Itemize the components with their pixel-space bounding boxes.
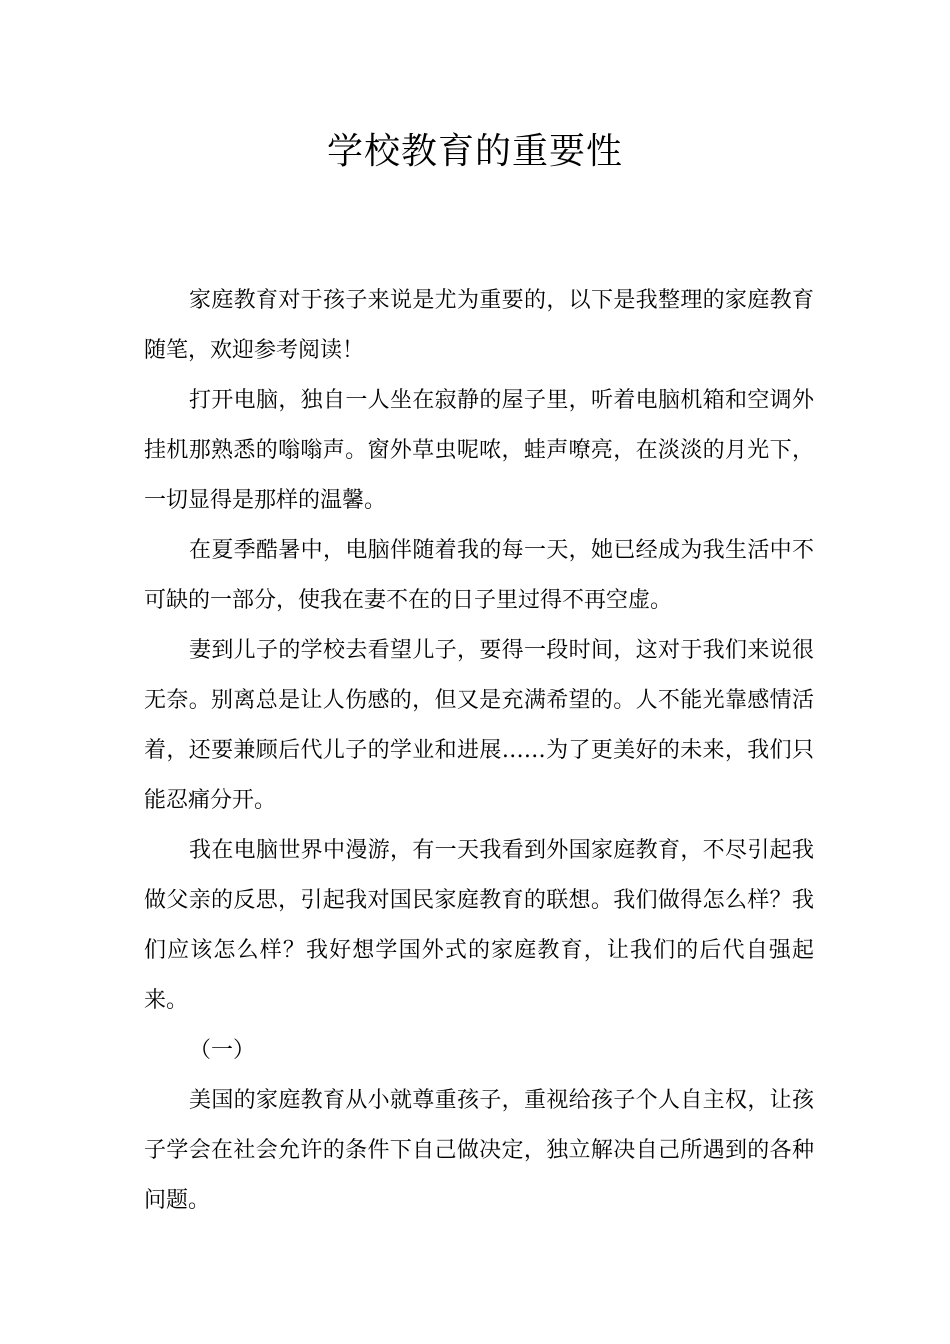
paragraph-american-education: 美国的家庭教育从小就尊重孩子，重视给孩子个人自主权，让孩子学会在社会允许的条件下自己做决定，独立解决自己所遇到的各种问题。 xyxy=(144,1088,814,1213)
paragraph-summer: 在夏季酷暑中，电脑伴随着我的每一天，她已经成为我生活中不可缺的一部分，使我在妻不在的日子里过得不再空虚。 xyxy=(144,538,814,613)
paragraph-intro: 家庭教育对于孩子来说是尤为重要的，以下是我整理的家庭教育随笔，欢迎参考阅读！ xyxy=(144,288,814,363)
paragraph-reflection: 我在电脑世界中漫游，有一天我看到外国家庭教育，不尽引起我做父亲的反思，引起我对国民家庭教育的联想。我们做得怎么样？我们应该怎么样？我好想学国外式的家庭教育，让我们的后代自强起来。 xyxy=(144,838,814,1013)
document-title: 学校教育的重要性 xyxy=(326,131,623,172)
document-body xyxy=(144,276,814,1226)
section-heading-one: （一） xyxy=(189,1038,256,1063)
paragraph-separation: 妻到儿子的学校去看望儿子，要得一段时间，这对于我们来说很无奈。别离总是让人伤感的，但又是充满希望的。人不能光靠感情活着，还要兼顾后代儿子的学业和进展……为了更美好的未来，我们只能忍痛分开。 xyxy=(144,638,814,813)
paragraph-computer-night: 打开电脑，独自一人坐在寂静的屋子里，听着电脑机箱和空调外挂机那熟悉的嗡嗡声。窗外草虫呢哝，蛙声嘹亮，在淡淡的月光下，一切显得是那样的温馨。 xyxy=(144,388,814,513)
